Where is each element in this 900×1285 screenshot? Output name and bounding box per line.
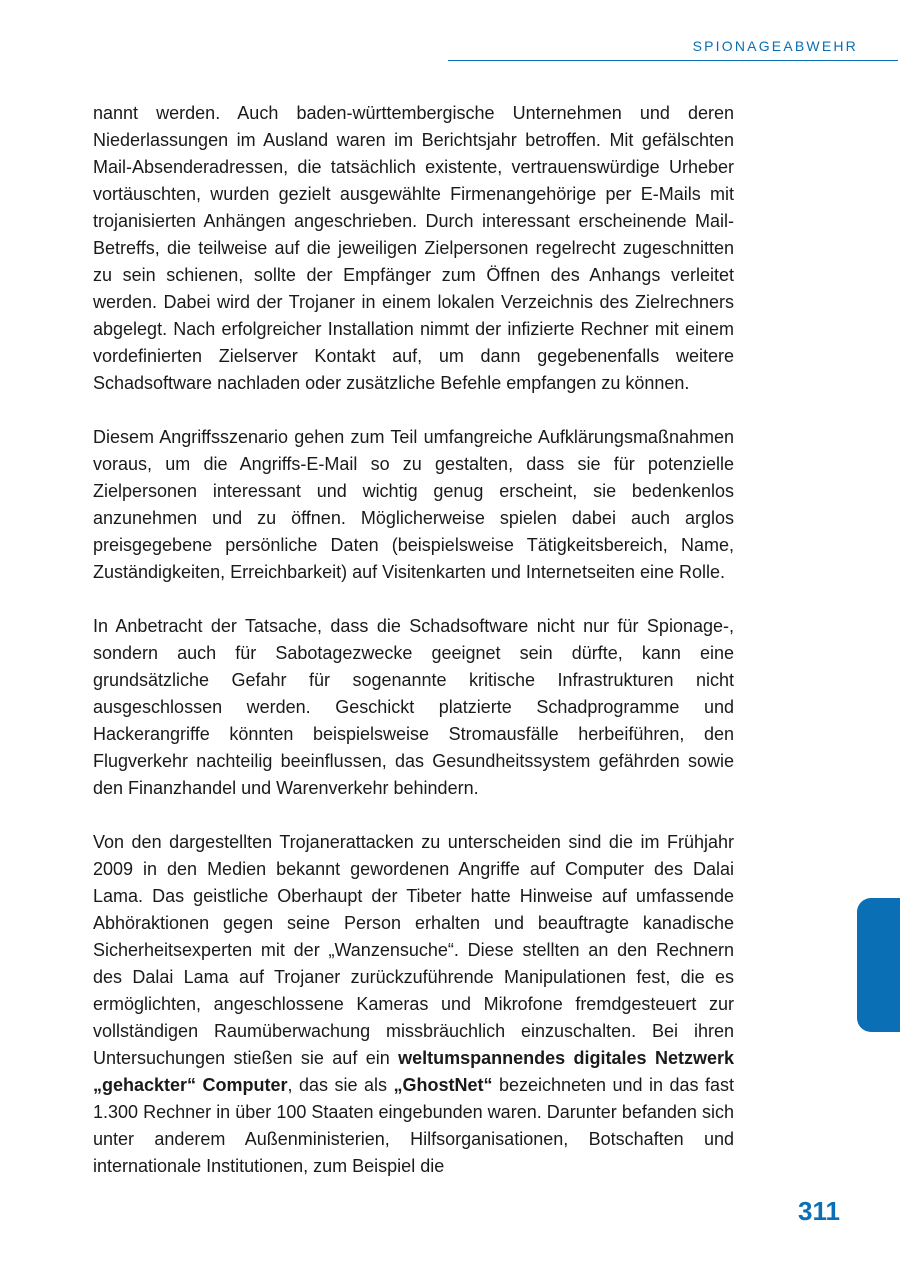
paragraph-3: In Anbetracht der Tatsache, dass die Schadsoftware nicht nur für Spionage-, sondern auch für Sabotagezwecke geeignet sein dürfte, kann eine grundsätzliche Gefahr für sogenannte kritische Infrastrukturen nicht ausgeschlossen werden. Geschickt platzierte Schadprogramme und Hackerangriffe könnten beispielsweise Stromausfälle herbeiführen, den Flugverkehr nachteilig beeinflussen, das Gesundheitssystem gefährden sowie den Finanzhandel und Warenverkehr behindern. <box>93 616 734 798</box>
running-header: SPIONAGEABWEHR <box>692 38 858 54</box>
page-number: 311 <box>798 1196 840 1226</box>
paragraph-4 <box>93 829 734 1180</box>
paragraph-4-bold-2: „GhostNet“ <box>393 1075 493 1095</box>
paragraph-4-text-3: bezeichneten und in das fast 1.300 Rechner in über 100 Staaten eingebunden waren. Darunter befanden sich unter anderem Außenministerien, Hilfsorganisationen, Botschaften und internationale Institutionen, zum Beispiel die <box>93 1075 735 1176</box>
paragraph-4-text-1: Von den dargestellten Trojanerattacken zu unterscheiden sind die im Frühjahr 2009 in den Medien bekannt gewordenen Angriffe auf Computer des Dalai Lama. Das geistliche Oberhaupt der Tibeter hatte Hinweise auf umfassende Abhöraktionen gegen seine Person erhalten und beauftragte kanadische Sicherheitsexperten mit der „Wanzensuche“. Diese stellten an den Rechnern des Dalai Lama auf Trojaner zurückzuführende Manipulationen fest, die es ermöglichten, angeschlossene Kameras und Mikrofone fremdgesteuert zur vollständigen Raumüberwachung missbräuchlich einzuschalten. Bei ihren Untersuchungen stießen sie auf ein <box>93 832 734 1068</box>
paragraph-2: Diesem Angriffsszenario gehen zum Teil umfangreiche Aufklärungsmaßnahmen voraus, um die Angriffs-E-Mail so zu gestalten, dass sie für potenzielle Zielpersonen interessant und wichtig genug erscheint, sie bedenkenlos anzunehmen und zu öffnen. Möglicherweise spielen dabei auch arglos preisgegebene persönliche Daten (beispielsweise Tätigkeitsbereich, Name, Zuständigkeiten, Erreichbarkeit) auf Visitenkarten und Internetseiten eine Rolle. <box>93 427 734 582</box>
paragraph-4-bold-1: weltumspannendes digitales Netzwerk „gehackter“ Computer <box>93 1048 734 1095</box>
paragraph-1: nannt werden. Auch baden-württembergische Unternehmen und deren Niederlassungen im Ausland waren im Berichtsjahr betroffen. Mit gefälschten Mail-Absenderadressen, die tatsächlich existente, vertrauenswürdige Urheber vortäuschten, wurden gezielt ausgewählte Firmenangehörige per E-Mails mit trojanisierten Anhängen angeschrieben. Durch interessant erscheinende Mail-Betreffs, die teilweise auf die jeweiligen Zielpersonen regelrecht zugeschnitten zu sein schienen, sollte der Empfänger zum Öffnen des Anhangs verleitet werden. Dabei wird der Trojaner in einem lokalen Verzeichnis des Zielrechners abgelegt. Nach erfolgreicher Installation nimmt der infizierte Rechner mit einem vordefinierten Zielserver Kontakt auf, um dann gegebenenfalls weitere Schadsoftware nachladen oder zusätzliche Befehle empfangen zu können. <box>93 103 734 393</box>
body-text <box>93 100 734 1180</box>
header-rule <box>448 60 898 61</box>
chapter-tab-marker <box>857 898 900 1032</box>
paragraph-4-text-2: , das sie als <box>287 1075 394 1095</box>
